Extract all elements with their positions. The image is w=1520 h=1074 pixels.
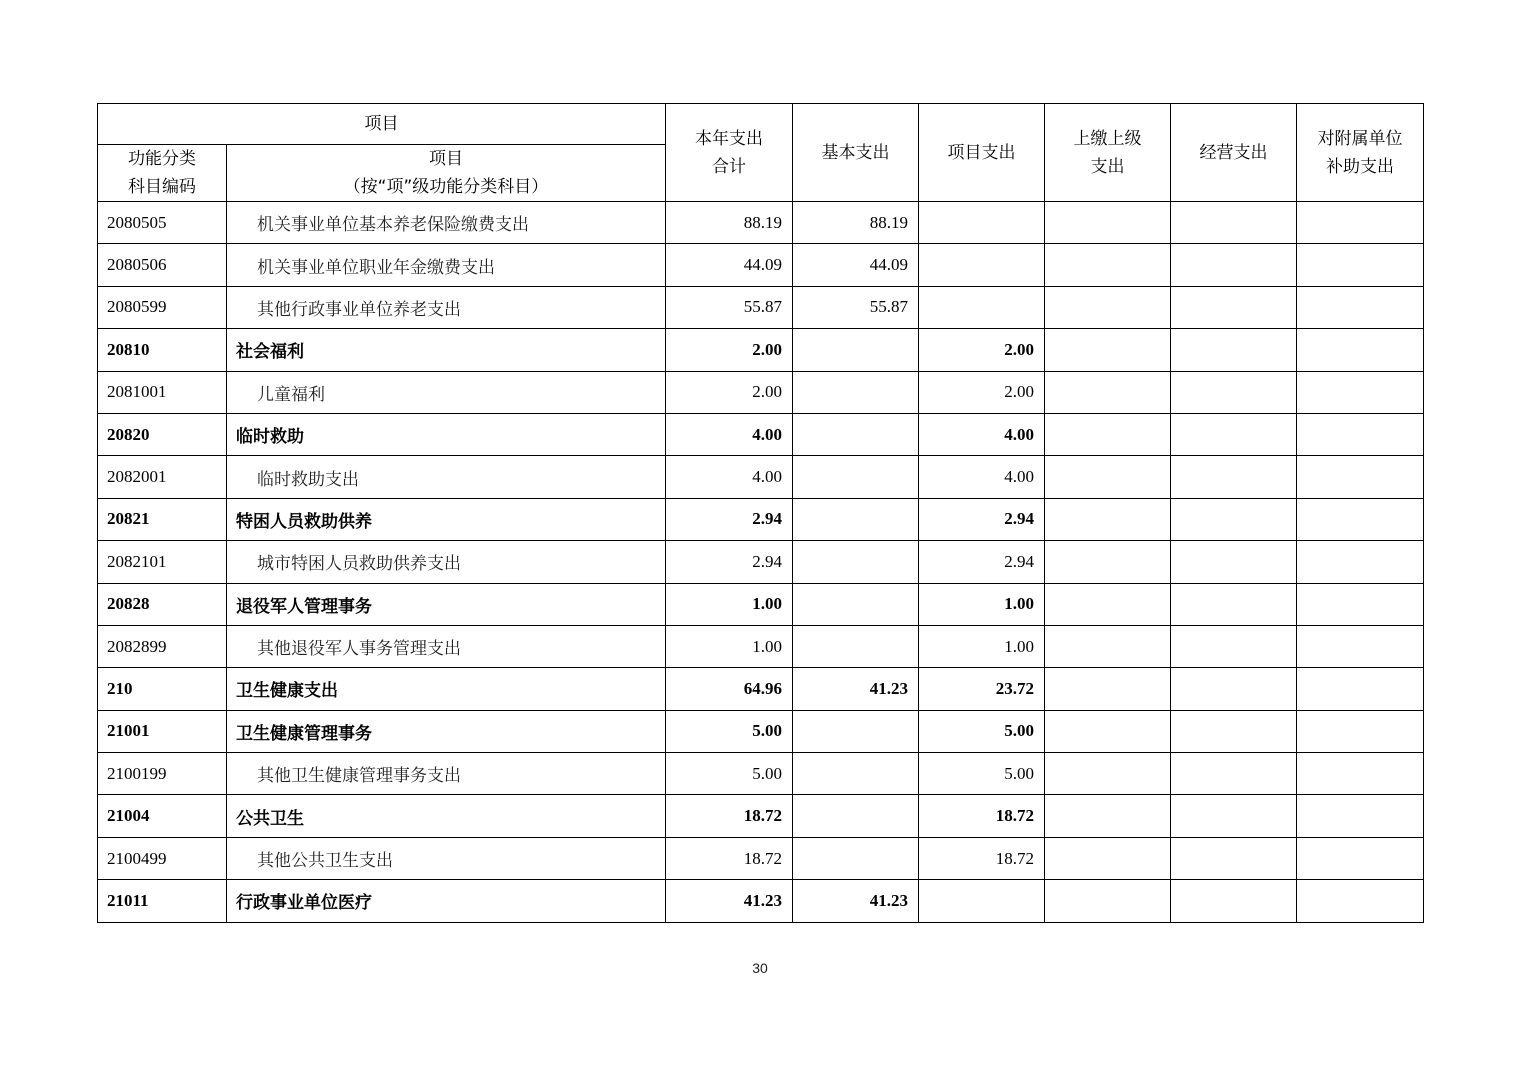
subsidiary-cell <box>1297 625 1424 667</box>
table-row <box>98 371 1424 413</box>
basic-cell <box>793 329 919 371</box>
basic-header: 基本支出 <box>793 104 919 202</box>
project-cell: 4.00 <box>919 413 1045 455</box>
name-cell: 机关事业单位职业年金缴费支出 <box>227 244 666 286</box>
total-cell: 2.94 <box>666 498 793 540</box>
upper-cell <box>1045 753 1171 795</box>
project-cell: 18.72 <box>919 795 1045 837</box>
business-cell <box>1171 753 1297 795</box>
code-cell: 2100499 <box>98 837 227 879</box>
upper-cell <box>1045 244 1171 286</box>
upper-cell <box>1045 202 1171 244</box>
business-cell <box>1171 625 1297 667</box>
total-cell: 2.00 <box>666 371 793 413</box>
table-row <box>98 244 1424 286</box>
code-cell: 21011 <box>98 880 227 922</box>
name-cell: 儿童福利 <box>227 371 666 413</box>
upper-cell <box>1045 583 1171 625</box>
upper-cell <box>1045 498 1171 540</box>
business-cell <box>1171 286 1297 328</box>
business-cell <box>1171 244 1297 286</box>
table-row <box>98 837 1424 879</box>
upper-cell <box>1045 795 1171 837</box>
subsidiary-cell <box>1297 244 1424 286</box>
basic-cell: 41.23 <box>793 880 919 922</box>
code-cell: 20820 <box>98 413 227 455</box>
business-cell <box>1171 880 1297 922</box>
upper-cell <box>1045 668 1171 710</box>
page-number: 30 <box>752 960 768 976</box>
subsidiary-cell <box>1297 541 1424 583</box>
code-cell: 2080599 <box>98 286 227 328</box>
total-cell: 1.00 <box>666 583 793 625</box>
project-cell: 4.00 <box>919 456 1045 498</box>
table-row <box>98 583 1424 625</box>
table-row <box>98 880 1424 922</box>
table-row <box>98 795 1424 837</box>
upper-cell <box>1045 286 1171 328</box>
basic-cell: 55.87 <box>793 286 919 328</box>
subsidiary-cell <box>1297 413 1424 455</box>
upper-cell <box>1045 413 1171 455</box>
project-cell: 18.72 <box>919 837 1045 879</box>
project-cell <box>919 244 1045 286</box>
business-cell <box>1171 795 1297 837</box>
total-cell: 18.72 <box>666 795 793 837</box>
table-row <box>98 753 1424 795</box>
table-row <box>98 625 1424 667</box>
subsidiary-cell <box>1297 286 1424 328</box>
basic-cell <box>793 753 919 795</box>
table-row <box>98 286 1424 328</box>
upper-cell <box>1045 371 1171 413</box>
total-cell: 18.72 <box>666 837 793 879</box>
total-cell: 64.96 <box>666 668 793 710</box>
basic-cell <box>793 625 919 667</box>
code-cell: 21004 <box>98 795 227 837</box>
upper-cell <box>1045 456 1171 498</box>
name-cell: 其他行政事业单位养老支出 <box>227 286 666 328</box>
upper-cell <box>1045 625 1171 667</box>
name-cell: 临时救助支出 <box>227 456 666 498</box>
name-cell: 社会福利 <box>227 329 666 371</box>
name-cell: 特困人员救助供养 <box>227 498 666 540</box>
basic-cell <box>793 710 919 752</box>
upper-cell <box>1045 329 1171 371</box>
basic-cell: 41.23 <box>793 668 919 710</box>
table-body <box>98 202 1424 923</box>
name-cell: 卫生健康管理事务 <box>227 710 666 752</box>
table-row <box>98 541 1424 583</box>
upper-remittance-header: 上缴上级 支出 <box>1045 104 1171 202</box>
total-cell: 44.09 <box>666 244 793 286</box>
business-cell <box>1171 541 1297 583</box>
total-cell: 4.00 <box>666 413 793 455</box>
table-row <box>98 202 1424 244</box>
code-cell: 2100199 <box>98 753 227 795</box>
item-header: 项目 （按“项”级功能分类科目） <box>227 145 666 202</box>
subsidiary-cell <box>1297 329 1424 371</box>
budget-expenditure-table <box>97 103 1424 923</box>
upper-cell <box>1045 710 1171 752</box>
table-row <box>98 456 1424 498</box>
project-header: 项目 <box>98 104 666 145</box>
code-cell: 20828 <box>98 583 227 625</box>
code-cell: 2082101 <box>98 541 227 583</box>
code-cell: 20810 <box>98 329 227 371</box>
project-cell: 23.72 <box>919 668 1045 710</box>
subsidiary-cell <box>1297 753 1424 795</box>
upper-cell <box>1045 541 1171 583</box>
project-cell: 2.00 <box>919 329 1045 371</box>
code-cell: 2082899 <box>98 625 227 667</box>
name-cell: 其他退役军人事务管理支出 <box>227 625 666 667</box>
project-cell: 5.00 <box>919 753 1045 795</box>
total-cell: 1.00 <box>666 625 793 667</box>
code-header: 功能分类 科目编码 <box>98 145 227 202</box>
project-cell <box>919 202 1045 244</box>
project-cell: 2.94 <box>919 541 1045 583</box>
upper-cell <box>1045 837 1171 879</box>
name-cell: 公共卫生 <box>227 795 666 837</box>
project-cell: 2.00 <box>919 371 1045 413</box>
business-header: 经营支出 <box>1171 104 1297 202</box>
project-cell <box>919 286 1045 328</box>
subsidiary-cell <box>1297 371 1424 413</box>
project-cell: 2.94 <box>919 498 1045 540</box>
code-cell: 21001 <box>98 710 227 752</box>
subsidiary-cell <box>1297 668 1424 710</box>
basic-cell <box>793 498 919 540</box>
subsidiary-cell <box>1297 837 1424 879</box>
subsidiary-cell <box>1297 795 1424 837</box>
total-cell: 4.00 <box>666 456 793 498</box>
name-cell: 行政事业单位医疗 <box>227 880 666 922</box>
business-cell <box>1171 371 1297 413</box>
total-cell: 5.00 <box>666 753 793 795</box>
subsidiary-cell <box>1297 583 1424 625</box>
basic-cell: 44.09 <box>793 244 919 286</box>
business-cell <box>1171 202 1297 244</box>
total-cell: 41.23 <box>666 880 793 922</box>
business-cell <box>1171 710 1297 752</box>
name-cell: 其他公共卫生支出 <box>227 837 666 879</box>
code-cell: 210 <box>98 668 227 710</box>
code-cell: 2080506 <box>98 244 227 286</box>
table-row <box>98 329 1424 371</box>
total-cell: 2.00 <box>666 329 793 371</box>
code-cell: 2082001 <box>98 456 227 498</box>
name-cell: 临时救助 <box>227 413 666 455</box>
subsidiary-header: 对附属单位 补助支出 <box>1297 104 1424 202</box>
total-header: 本年支出 合计 <box>666 104 793 202</box>
basic-cell <box>793 541 919 583</box>
basic-cell <box>793 413 919 455</box>
basic-cell <box>793 795 919 837</box>
business-cell <box>1171 456 1297 498</box>
basic-cell <box>793 583 919 625</box>
project-cell: 1.00 <box>919 583 1045 625</box>
business-cell <box>1171 583 1297 625</box>
table-row <box>98 498 1424 540</box>
total-cell: 88.19 <box>666 202 793 244</box>
business-cell <box>1171 668 1297 710</box>
total-cell: 5.00 <box>666 710 793 752</box>
table-row <box>98 668 1424 710</box>
project-cell: 1.00 <box>919 625 1045 667</box>
name-cell: 机关事业单位基本养老保险缴费支出 <box>227 202 666 244</box>
name-cell: 卫生健康支出 <box>227 668 666 710</box>
code-cell: 2081001 <box>98 371 227 413</box>
table-row <box>98 413 1424 455</box>
business-cell <box>1171 413 1297 455</box>
basic-cell <box>793 456 919 498</box>
table-header <box>98 104 1424 202</box>
subsidiary-cell <box>1297 202 1424 244</box>
basic-cell: 88.19 <box>793 202 919 244</box>
subsidiary-cell <box>1297 710 1424 752</box>
subsidiary-cell <box>1297 498 1424 540</box>
name-cell: 城市特困人员救助供养支出 <box>227 541 666 583</box>
business-cell <box>1171 837 1297 879</box>
total-cell: 2.94 <box>666 541 793 583</box>
project-cell: 5.00 <box>919 710 1045 752</box>
project-cell <box>919 880 1045 922</box>
code-cell: 2080505 <box>98 202 227 244</box>
subsidiary-cell <box>1297 456 1424 498</box>
business-cell <box>1171 329 1297 371</box>
code-cell: 20821 <box>98 498 227 540</box>
name-cell: 退役军人管理事务 <box>227 583 666 625</box>
basic-cell <box>793 371 919 413</box>
total-cell: 55.87 <box>666 286 793 328</box>
upper-cell <box>1045 880 1171 922</box>
project-expenditure-header: 项目支出 <box>919 104 1045 202</box>
table-row <box>98 710 1424 752</box>
name-cell: 其他卫生健康管理事务支出 <box>227 753 666 795</box>
basic-cell <box>793 837 919 879</box>
business-cell <box>1171 498 1297 540</box>
subsidiary-cell <box>1297 880 1424 922</box>
